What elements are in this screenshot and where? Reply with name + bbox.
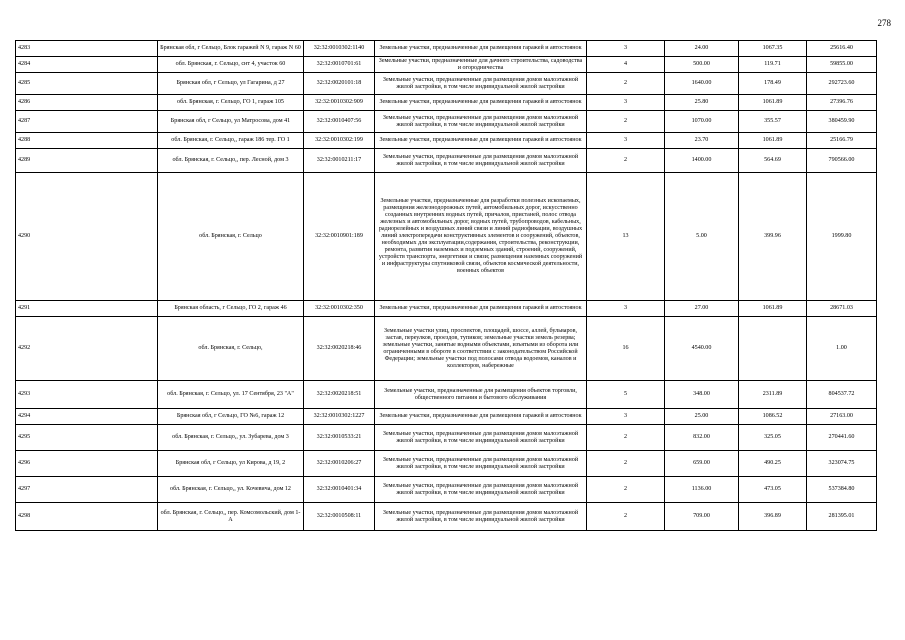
specific-value-cell: 355.57 <box>739 111 807 133</box>
cadastral-value-cell: 804537.72 <box>807 381 877 409</box>
cadastral-value-cell: 537384.80 <box>807 477 877 503</box>
cadastral-number-cell: 32:32:0010533:21 <box>304 425 375 451</box>
table-row <box>16 503 877 531</box>
specific-value-cell: 396.89 <box>739 503 807 531</box>
cadastral-value-cell: 25166.79 <box>807 133 877 149</box>
specific-value-cell: 2311.89 <box>739 381 807 409</box>
specific-value-cell: 1061.89 <box>739 133 807 149</box>
address-cell: Брянская область, г Сельцо, ГО 2, гараж 46 <box>158 301 304 317</box>
cadastral-value-cell: 28671.03 <box>807 301 877 317</box>
row-number: 4293 <box>16 381 158 409</box>
land-use-cell: Земельные участки улиц, проспектов, площадей, шоссе, аллей, бульваров, застав, переулков, проездов, тупиков; земельные участки земель резерва; земельные участки, занятые водными объектами, изъятыми из оборота или ограниченными в обороте в соответствии с законодательством Российской Федерации; земельные участки под полосами отвода водоемов, каналов и коллекторов, набережные <box>375 317 587 381</box>
table-row <box>16 425 877 451</box>
group-cell: 3 <box>587 133 665 149</box>
specific-value-cell: 564.69 <box>739 149 807 173</box>
cadastral-value-cell: 380459.90 <box>807 111 877 133</box>
cadastral-value-cell: 27163.00 <box>807 409 877 425</box>
area-cell: 709.00 <box>665 503 739 531</box>
table-row <box>16 451 877 477</box>
group-cell: 2 <box>587 451 665 477</box>
address-cell: Брянская обл, г Сельцо, ГО №6, гараж 12 <box>158 409 304 425</box>
cadastral-number-cell: 32:32:0020101:18 <box>304 73 375 95</box>
area-cell: 1070.00 <box>665 111 739 133</box>
area-cell: 25.00 <box>665 409 739 425</box>
specific-value-cell: 325.05 <box>739 425 807 451</box>
area-cell: 500.00 <box>665 57 739 73</box>
cadastral-value-cell: 27396.76 <box>807 95 877 111</box>
land-use-cell: Земельные участки, предназначенные для размещения домов малоэтажной жилой застройки, в том числе индивидуальной жилой застройки <box>375 503 587 531</box>
cadastral-value-cell: 292723.60 <box>807 73 877 95</box>
table-row <box>16 173 877 301</box>
land-use-cell: Земельные участки, предназначенные для размещения домов малоэтажной жилой застройки, в том числе индивидуальной жилой застройки <box>375 425 587 451</box>
address-cell: Брянская обл, г Сельцо, ул Гагарина, д 27 <box>158 73 304 95</box>
cadastral-number-cell: 32:32:0010302:909 <box>304 95 375 111</box>
group-cell: 3 <box>587 41 665 57</box>
area-cell: 832.00 <box>665 425 739 451</box>
table-row <box>16 73 877 95</box>
cadastral-value-cell: 790566.00 <box>807 149 877 173</box>
cadastral-value-cell: 1999.80 <box>807 173 877 301</box>
group-cell: 3 <box>587 95 665 111</box>
area-cell: 24.00 <box>665 41 739 57</box>
land-use-cell: Земельные участки, предназначенные для разработки полезных ископаемых, размещения железнодорожных путей, автомобильных дорог, искусственно созданных внутренних водных путей, причалов, пристаней, полос отвода железных и автомобильных дорог, водных путей, трубопроводов, кабельных, радиорелейных и воздушных линий связи и линий радиофикации, воздушных линий электропередачи конструктивных элементов и сооружений, объектов, необходимых для эксплуатации,содержания, строительства, реконструкции, ремонта, развития наземных и подземных зданий, строений, сооружений, устройств транспорта, энергетики и связи; размещения наземных сооружений и инфраструктуры спутниковой связи, объектов космической деятельности, военных объектов <box>375 173 587 301</box>
cadastral-number-cell: 32:32:0010401:34 <box>304 477 375 503</box>
address-cell: обл. Брянская, г. Сельцо,, ул. Кочевича, дом 12 <box>158 477 304 503</box>
address-cell: обл. Брянская, г. Сельцо, ГО 1, гараж 105 <box>158 95 304 111</box>
cadastral-number-cell: 32:32:0010302:350 <box>304 301 375 317</box>
cadastral-value-cell: 25616.40 <box>807 41 877 57</box>
specific-value-cell: 1067.35 <box>739 41 807 57</box>
cadastral-number-cell: 32:32:0020218:46 <box>304 317 375 381</box>
group-cell: 2 <box>587 73 665 95</box>
table-row <box>16 95 877 111</box>
cadastral-value-cell: 270441.60 <box>807 425 877 451</box>
area-cell: 1400.00 <box>665 149 739 173</box>
row-number: 4289 <box>16 149 158 173</box>
table-row <box>16 409 877 425</box>
land-use-cell: Земельные участки, предназначенные для размещения гаражей и автостоянок <box>375 41 587 57</box>
area-cell: 27.00 <box>665 301 739 317</box>
land-use-cell: Земельные участки, предназначенные для размещения домов малоэтажной жилой застройки, в том числе индивидуальной жилой застройки <box>375 111 587 133</box>
cadastral-value-cell: 323074.75 <box>807 451 877 477</box>
address-cell: обл. Брянская, г. Сельцо,, ул. Зубарева, дом 3 <box>158 425 304 451</box>
table-row <box>16 57 877 73</box>
row-number: 4298 <box>16 503 158 531</box>
specific-value-cell: 490.25 <box>739 451 807 477</box>
group-cell: 3 <box>587 301 665 317</box>
specific-value-cell: 473.05 <box>739 477 807 503</box>
land-use-cell: Земельные участки, предназначенные для дачного строительства, садоводства и огородничества <box>375 57 587 73</box>
page-number: 278 <box>877 18 891 28</box>
row-number: 4294 <box>16 409 158 425</box>
area-cell: 25.80 <box>665 95 739 111</box>
table-row <box>16 133 877 149</box>
address-cell: обл. Брянская, г. Сельцо,, пер. Комсомольский, дом 1-А <box>158 503 304 531</box>
address-cell: обл. Брянская, г. Сельцо, ул. 17 Сентября, 23 "А" <box>158 381 304 409</box>
address-cell: Брянская обл, г Сельцо, ул Кирова, д 19, 2 <box>158 451 304 477</box>
cadastral-number-cell: 32:32:0010407:56 <box>304 111 375 133</box>
specific-value-cell: 399.96 <box>739 173 807 301</box>
address-cell: обл. Брянская, г. Сельцо, снт 4, участок 60 <box>158 57 304 73</box>
area-cell: 1136.00 <box>665 477 739 503</box>
row-number: 4285 <box>16 73 158 95</box>
address-cell: обл. Брянская, г. Сельцо, <box>158 317 304 381</box>
specific-value-cell <box>739 317 807 381</box>
cadastral-number-cell: 32:32:0010211:17 <box>304 149 375 173</box>
cadastral-number-cell: 32:32:0010206:27 <box>304 451 375 477</box>
table-row <box>16 149 877 173</box>
area-cell: 659.00 <box>665 451 739 477</box>
cadastral-number-cell: 32:32:0020218:51 <box>304 381 375 409</box>
specific-value-cell: 178.49 <box>739 73 807 95</box>
land-use-cell: Земельные участки, предназначенные для размещения объектов торговли, общественного питания и бытового обслуживания <box>375 381 587 409</box>
row-number: 4290 <box>16 173 158 301</box>
address-cell: обл. Брянская, г. Сельцо,, гараж 186 тер. ГО 1 <box>158 133 304 149</box>
cadastral-number-cell: 32:32:0010901:189 <box>304 173 375 301</box>
cadastral-value-table <box>15 40 877 531</box>
cadastral-number-cell: 32:32:0010302:1227 <box>304 409 375 425</box>
specific-value-cell: 1061.89 <box>739 95 807 111</box>
land-use-cell: Земельные участки, предназначенные для размещения гаражей и автостоянок <box>375 301 587 317</box>
row-number: 4292 <box>16 317 158 381</box>
cadastral-number-cell: 32:32:0010508:11 <box>304 503 375 531</box>
address-cell: Брянская обл, г Сельцо, ул Матросова, дом 41 <box>158 111 304 133</box>
group-cell: 3 <box>587 409 665 425</box>
address-cell: обл. Брянская, г. Сельцо <box>158 173 304 301</box>
group-cell: 2 <box>587 111 665 133</box>
address-cell: обл. Брянская, г. Сельцо,, пер. Лесной, дом 3 <box>158 149 304 173</box>
land-use-cell: Земельные участки, предназначенные для размещения гаражей и автостоянок <box>375 133 587 149</box>
group-cell: 5 <box>587 381 665 409</box>
land-use-cell: Земельные участки, предназначенные для размещения домов малоэтажной жилой застройки, в том числе индивидуальной жилой застройки <box>375 149 587 173</box>
group-cell: 16 <box>587 317 665 381</box>
address-cell: Брянская обл, г Сельцо, Блок гаражей N 9, гараж N 60 <box>158 41 304 57</box>
cadastral-value-cell: 59855.00 <box>807 57 877 73</box>
land-use-cell: Земельные участки, предназначенные для размещения гаражей и автостоянок <box>375 409 587 425</box>
row-number: 4283 <box>16 41 158 57</box>
group-cell: 2 <box>587 477 665 503</box>
group-cell: 2 <box>587 503 665 531</box>
area-cell: 23.70 <box>665 133 739 149</box>
group-cell: 2 <box>587 149 665 173</box>
row-number: 4286 <box>16 95 158 111</box>
specific-value-cell: 119.71 <box>739 57 807 73</box>
land-use-cell: Земельные участки, предназначенные для размещения домов малоэтажной жилой застройки, в том числе индивидуальной жилой застройки <box>375 451 587 477</box>
cadastral-number-cell: 32:32:0010701:61 <box>304 57 375 73</box>
land-use-cell: Земельные участки, предназначенные для размещения домов малоэтажной жилой застройки, в том числе индивидуальной жилой застройки <box>375 477 587 503</box>
row-number: 4288 <box>16 133 158 149</box>
row-number: 4287 <box>16 111 158 133</box>
cadastral-value-cell: 1.00 <box>807 317 877 381</box>
table-row <box>16 381 877 409</box>
table-row <box>16 41 877 57</box>
cadastral-value-cell: 281395.01 <box>807 503 877 531</box>
area-cell: 348.00 <box>665 381 739 409</box>
area-cell: 5.00 <box>665 173 739 301</box>
table-row <box>16 111 877 133</box>
cadastral-number-cell: 32:32:0010302:1140 <box>304 41 375 57</box>
row-number: 4291 <box>16 301 158 317</box>
group-cell: 4 <box>587 57 665 73</box>
specific-value-cell: 1086.52 <box>739 409 807 425</box>
row-number: 4284 <box>16 57 158 73</box>
row-number: 4295 <box>16 425 158 451</box>
row-number: 4297 <box>16 477 158 503</box>
group-cell: 13 <box>587 173 665 301</box>
table-row <box>16 301 877 317</box>
table-row <box>16 317 877 381</box>
group-cell: 2 <box>587 425 665 451</box>
row-number: 4296 <box>16 451 158 477</box>
specific-value-cell: 1061.89 <box>739 301 807 317</box>
cadastral-number-cell: 32:32:0010302:199 <box>304 133 375 149</box>
land-use-cell: Земельные участки, предназначенные для размещения домов малоэтажной жилой застройки, в том числе индивидуальной жилой застройки <box>375 73 587 95</box>
area-cell: 4540.00 <box>665 317 739 381</box>
area-cell: 1640.00 <box>665 73 739 95</box>
land-use-cell: Земельные участки, предназначенные для размещения гаражей и автостоянок <box>375 95 587 111</box>
table-row <box>16 477 877 503</box>
